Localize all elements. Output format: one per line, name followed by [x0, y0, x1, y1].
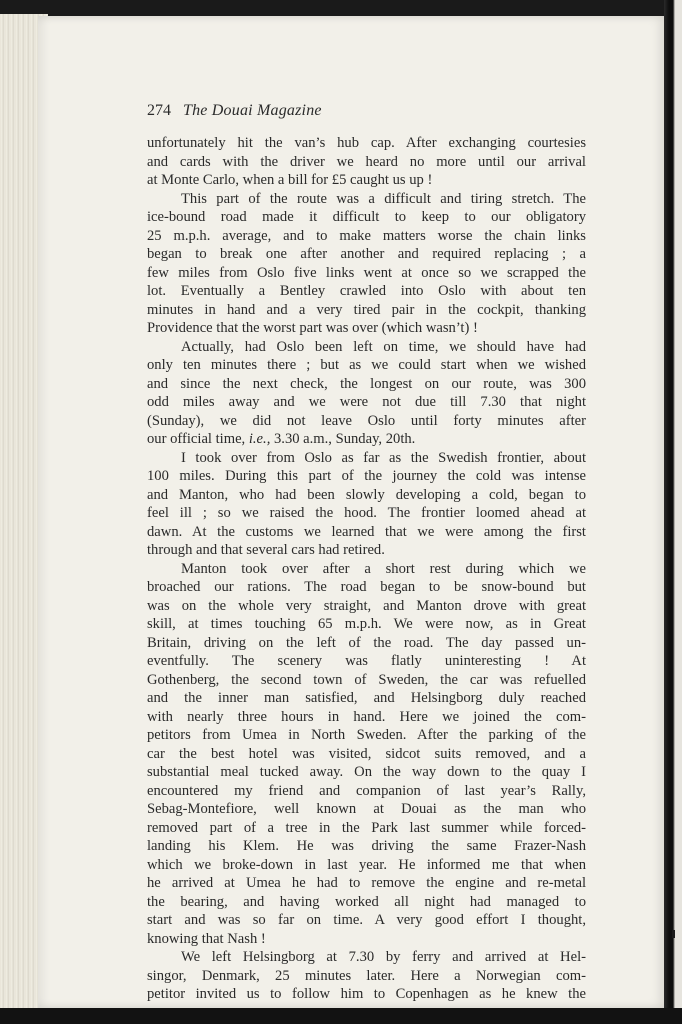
text-line: broached our rations. The road began to be snow-bound but	[147, 579, 586, 595]
text-line: was on the whole very straight, and Manton drove with great	[147, 597, 586, 614]
text-line: skill, at times touching 65 m.p.h. We were now, as in Great	[147, 616, 586, 632]
text-line: encountered my friend and companion of last year’s Rally,	[147, 782, 586, 799]
text-line: This part of the route was a difficult and tiring stretch. The	[181, 190, 586, 207]
text-line: petitor invited us to follow him to Copenhagen as he knew the	[147, 986, 586, 1002]
text-line: odd miles away and we were not due till 7.30 that night	[147, 394, 586, 410]
text-line: and the inner man satisfied, and Helsingborg duly reached	[147, 690, 586, 706]
text-line: Sebag-Montefiore, well known at Douai as the man who	[147, 801, 586, 817]
scan-bottom-edge	[0, 1008, 682, 1024]
text-line	[147, 430, 586, 449]
text-line: car the best hotel was visited, sidcot suits removed, and a	[147, 745, 586, 762]
text-line: with nearly three hours in hand. Here we joined the com-	[147, 708, 586, 725]
text-line: ice-bound road made it difficult to keep to our obligatory	[147, 209, 586, 225]
text-line: few miles from Oslo five links went at once so we scrapped the	[147, 264, 586, 281]
page-number: 274	[147, 102, 171, 119]
text-line: I took over from Oslo as far as the Swedish frontier, about	[181, 449, 586, 466]
text-line: began to break one after another and required replacing ; a	[147, 246, 586, 262]
text-line: and Manton, who had been slowly developing a cold, began to	[147, 486, 586, 503]
text-line: only ten minutes there ; but as we could start when we wished	[147, 357, 586, 373]
text-line: substantial meal tucked away. On the way down to the quay I	[147, 764, 586, 780]
text-line: Actually, had Oslo been left on time, we should have had	[181, 338, 586, 355]
text-line: unfortunately hit the van’s hub cap. After exchanging courtesies	[147, 135, 586, 151]
text-line: through and that several cars had retired.	[147, 542, 385, 558]
text-line: at Monte Carlo, when a bill for £5 caught us up !	[147, 172, 433, 188]
italic-abbreviation: i.e.,	[248, 431, 271, 447]
text-line: (Sunday), we did not leave Oslo until forty minutes after	[147, 412, 586, 429]
text-line: Manton took over after a short rest during which we	[181, 560, 586, 577]
text-line: We left Helsingborg at 7.30 by ferry and arrived at Hel-	[181, 949, 586, 965]
text-line: dawn. At the customs we learned that we were among the first	[147, 523, 586, 540]
gutter-mark	[672, 930, 675, 938]
text-span: our official time,	[147, 431, 249, 447]
text-line: minutes in hand and a very tired pair in the cockpit, thanking	[147, 301, 586, 318]
text-line: eventfully. The scenery was flatly uninteresting ! At	[147, 653, 586, 669]
text-line: 100 miles. During this part of the journey the cold was intense	[147, 468, 586, 484]
text-line: petitors from Umea in North Sweden. After the parking of the	[147, 727, 586, 743]
text-line: Providence that the worst part was over (which wasn’t) !	[147, 320, 478, 336]
text-line: and since the next check, the longest on our route, was 300	[147, 375, 586, 392]
text-line: feel ill ; so we raised the hood. The frontier loomed ahead at	[147, 505, 586, 521]
text-line: lot. Eventually a Bentley crawled into Oslo with about ten	[147, 283, 586, 299]
text-line: which we broke-down in last year. He informed me that when	[147, 856, 586, 873]
text-line: start and was so far on time. A very good effort I thought,	[147, 912, 586, 928]
text-line: removed part of a tree in the Park last summer while forced-	[147, 819, 586, 836]
text-line: he arrived at Umea he had to remove the engine and re-metal	[147, 875, 586, 891]
body-text	[147, 134, 586, 1004]
text-line: Britain, driving on the left of the road. The day passed un-	[147, 634, 586, 651]
text-line: Gothenberg, the second town of Sweden, the car was refuelled	[147, 671, 586, 688]
scan-top-edge	[0, 0, 682, 16]
text-span: 3.30 a.m., Sunday, 20th.	[270, 431, 416, 447]
text-line: the bearing, and having worked all night had managed to	[147, 893, 586, 910]
running-head	[147, 102, 322, 120]
text-line: knowing that Nash !	[147, 930, 266, 947]
text-line: and cards with the driver we heard no more until our arrival	[147, 153, 586, 170]
text-line: 25 m.p.h. average, and to make matters worse the chain links	[147, 227, 586, 244]
text-line: landing his Klem. He was driving the same Frazer-Nash	[147, 838, 586, 854]
text-line: singor, Denmark, 25 minutes later. Here a Norwegian com-	[147, 967, 586, 984]
book-gutter	[664, 0, 682, 1024]
journal-title: The Douai Magazine	[183, 102, 322, 119]
